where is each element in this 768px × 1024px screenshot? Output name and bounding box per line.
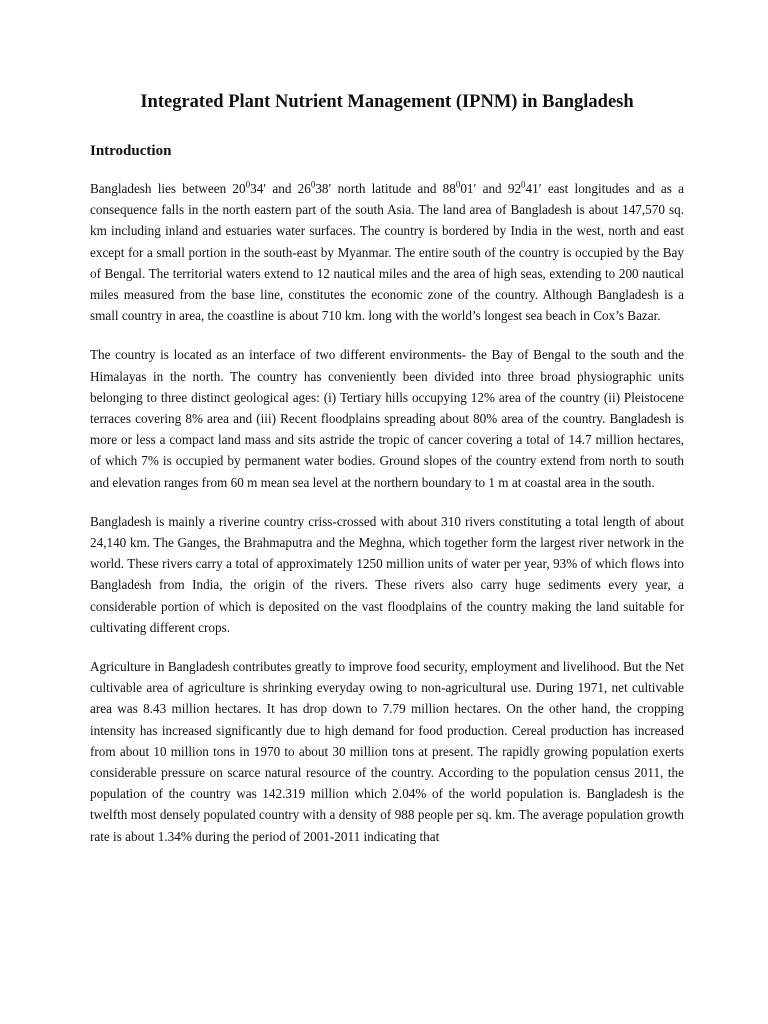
paragraph-2: The country is located as an interface of two different environments- the Bay of Bengal to the south and the Himalayas in the north. The country has conveniently been divided into three broad physiographic units belonging to three distinct geological ages: (i) Tertiary hills occupying 12% area of the country (ii) Pleistocene terraces covering 8% area and (iii) Recent floodplains spreading about 80% area of the country. Bangladesh is more or less a compact land mass and sits astride the tropic of cancer covering a total of 14.7 million hectares, of which 7% is occupied by permanent water bodies. Ground slopes of the country extend from north to south and elevation ranges from 60 m mean sea level at the northern boundary to 1 m at coastal area in the south. <box>90 347 684 490</box>
p1-text-5: 41′ east longitudes and as a consequence falls in the north eastern part of the south Asia. The land area of Bangladesh is about 147,570 sq. km including inland and estuaries water surfaces. The country is bordered by India in the west, north and east except for a small portion in the south-east by Myanmar. The entire south of the country is occupied by the Bay of Bengal. The territorial waters extend to 12 nautical miles and the area of high seas, extending to 200 nautical miles measured from the base line, constitutes the economic zone of the country. Although Bangladesh is a small country in area, the coastline is about 710 km. long with the world’s longest sea beach in Cox’s Bazar. <box>90 181 684 324</box>
degree-superscript: 0 <box>245 179 251 190</box>
document-title: Integrated Plant Nutrient Management (IPNM) in Bangladesh <box>140 92 634 112</box>
degree-superscript: 0 <box>310 179 316 190</box>
degree-superscript: 0 <box>521 179 526 190</box>
degree-superscript: 0 <box>455 179 461 190</box>
paragraph-3: Bangladesh is mainly a riverine country criss-crossed with about 310 rivers constituting a total length of about 24,140 km. The Ganges, the Brahmaputra and the Meghna, which together form the largest river network in the world. These rivers carry a total of approximately 1250 million units of water per year, 93% of which flows into Bangladesh from India, the origin of the rivers. These rivers also carry huge sediments every year, a considerable portion of which is deposited on the vast floodplains of the country making the land suitable for cultivating different crops. <box>90 513 684 635</box>
section-heading-introduction: Introduction <box>90 143 172 159</box>
p1-text-1: Bangladesh lies between 20 <box>90 181 246 196</box>
paragraph-4: Agriculture in Bangladesh contributes greatly to improve food security, employment and livelihood. But the Net cultivable area of agriculture is shrinking everyday owing to non-agricultural use. During 1971, net cultivable area was 8.43 million hectares. It has drop down to 7.79 million hectares. On the other hand, the cropping intensity has increased significantly due to high demand for food production. Cereal production has increased from about 10 million tons in 1970 to about 30 million tons at present. The rapidly growing population exerts considerable pressure on scarce natural resource of the country. According to the population census 2011, the population of the country was 142.319 million which 2.04% of the world population is. Bangladesh is the twelfth most densely populated country with a density of 988 people per sq. km. The average population growth rate is about 1.34% during the period of 2001-2011 indicating that <box>90 659 684 844</box>
p1-text-2: 34′ and 26 <box>250 181 311 196</box>
p1-text-4: 01′ and 92 <box>460 181 522 196</box>
p1-text-3: 38′ north latitude and 88 <box>315 181 456 196</box>
paragraph-1 <box>90 178 684 326</box>
